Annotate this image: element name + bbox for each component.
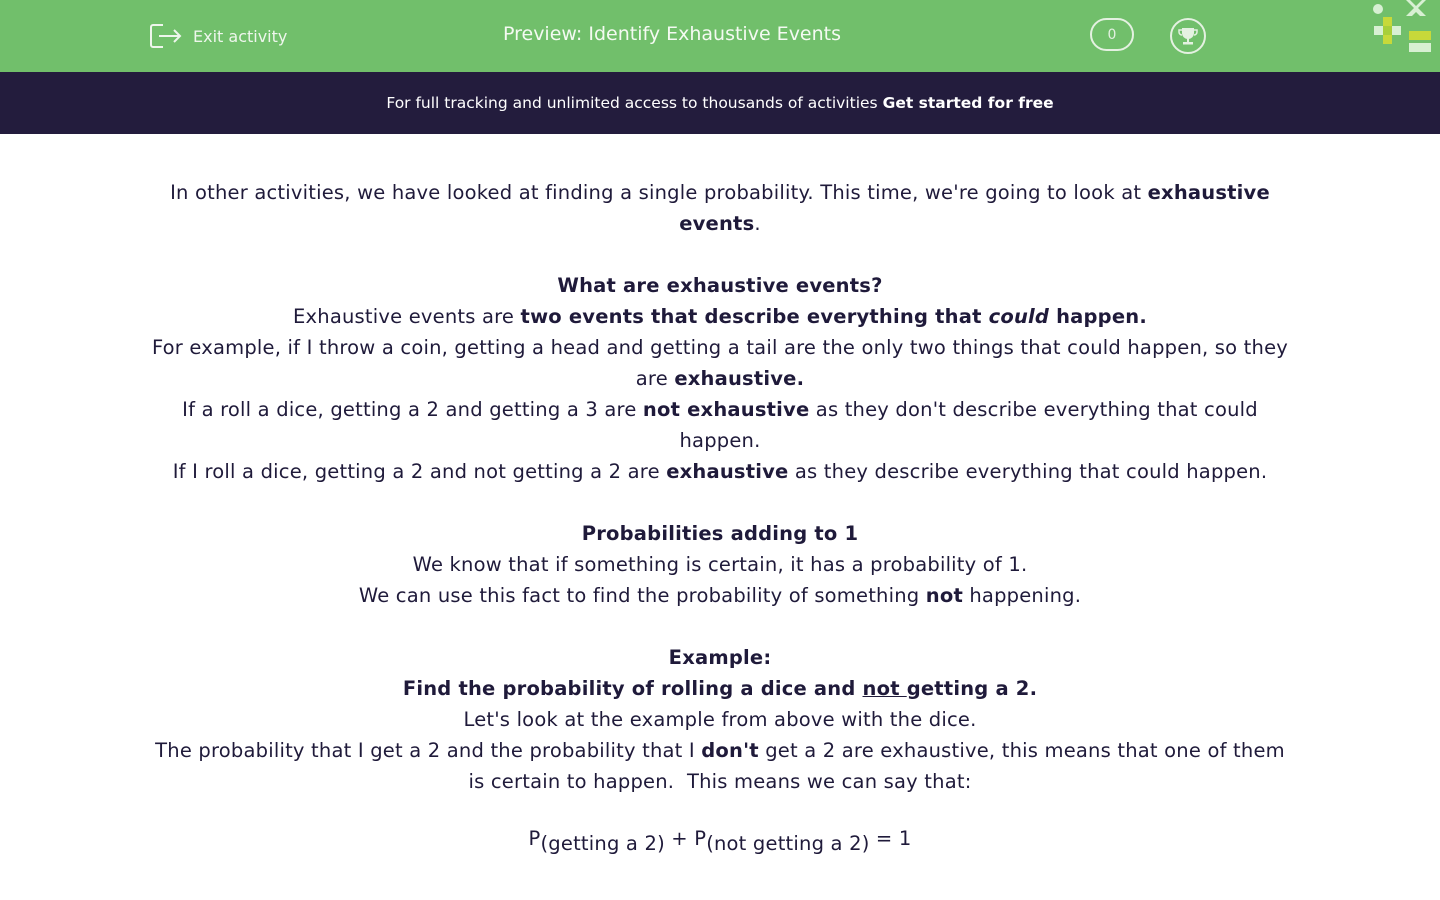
text: as they describe everything that could happen. bbox=[788, 460, 1268, 483]
formula-part: (getting a 2) bbox=[540, 832, 665, 855]
bold-text: Example: bbox=[668, 646, 772, 669]
bold-text: exhaustive events bbox=[679, 181, 1277, 235]
bold-text: exhaustive. bbox=[674, 367, 805, 390]
paragraph bbox=[150, 177, 1290, 239]
paragraph bbox=[150, 673, 1290, 704]
text: . bbox=[754, 212, 761, 235]
text: The probability that I get a 2 and the probability that I bbox=[155, 739, 702, 762]
paragraph bbox=[150, 456, 1290, 487]
text: Let's look at the example from above with the dice. bbox=[463, 708, 977, 731]
text: Exhaustive events are bbox=[293, 305, 521, 328]
text: If I roll a dice, getting a 2 and not getting a 2 are bbox=[172, 460, 667, 483]
bold-text: Find the probability of rolling a dice and bbox=[402, 677, 863, 700]
paragraph bbox=[150, 704, 1290, 735]
text: For example, if I throw a coin, getting a head and getting a tail are the only two things that could happen, so they are bbox=[151, 336, 1295, 390]
text: In other activities, we have looked at finding a single probability. This time, we're going to look at bbox=[170, 181, 1148, 204]
get-started-link[interactable]: Get started for free bbox=[882, 94, 1054, 112]
bold-text: getting a 2. bbox=[906, 677, 1038, 700]
formula-part: P bbox=[528, 827, 541, 850]
bold-text: not bbox=[862, 677, 907, 700]
paragraph bbox=[150, 518, 1290, 549]
bold-text: could bbox=[988, 305, 1050, 328]
page-title: Preview: Identify Exhaustive Events bbox=[502, 23, 842, 45]
text: as they don't describe everything that could happen. bbox=[679, 398, 1265, 452]
bold-text: What are exhaustive events? bbox=[557, 274, 883, 297]
paragraph bbox=[150, 332, 1295, 394]
spacer bbox=[150, 611, 1290, 642]
probability-formula bbox=[150, 828, 1290, 859]
promo-banner bbox=[0, 72, 1440, 134]
spacer bbox=[150, 487, 1290, 518]
bold-text: not exhaustive bbox=[642, 398, 810, 421]
text: get a 2 are exhaustive, this means that one of them is certain to happen. This means we can say that: bbox=[468, 739, 1292, 793]
trophy-icon bbox=[1177, 25, 1199, 47]
bold-text: don't bbox=[701, 739, 759, 762]
bold-text: Probabilities adding to 1 bbox=[581, 522, 859, 545]
text: We know that if something is certain, it has a probability of 1. bbox=[412, 553, 1028, 576]
promo-text: For full tracking and unlimited access to thousands of activities bbox=[386, 94, 878, 112]
paragraph bbox=[150, 580, 1290, 611]
score-badge: 0 bbox=[1090, 18, 1134, 51]
formula-part: + P bbox=[664, 827, 707, 850]
top-bar bbox=[0, 0, 1440, 72]
spacer bbox=[150, 797, 1290, 828]
trophy-button[interactable] bbox=[1170, 18, 1206, 54]
bold-text: exhaustive bbox=[666, 460, 789, 483]
spacer bbox=[150, 239, 1290, 270]
paragraph bbox=[150, 549, 1290, 580]
paragraph bbox=[150, 301, 1290, 332]
exit-label: Exit activity bbox=[193, 26, 288, 46]
paragraph bbox=[150, 642, 1290, 673]
bold-text: happen. bbox=[1049, 305, 1147, 328]
formula-part: = 1 bbox=[869, 827, 912, 850]
text: If a roll a dice, getting a 2 and getting a 3 are bbox=[182, 398, 643, 421]
bold-text: two events that describe everything that bbox=[520, 305, 989, 328]
text: happening. bbox=[962, 584, 1082, 607]
paragraph bbox=[150, 394, 1290, 456]
formula-part: (not getting a 2) bbox=[706, 832, 870, 855]
logo-icon bbox=[1366, 0, 1440, 56]
paragraph bbox=[150, 270, 1290, 301]
bold-text: not bbox=[925, 584, 963, 607]
text: We can use this fact to find the probability of something bbox=[358, 584, 926, 607]
lesson-content bbox=[150, 177, 1295, 859]
paragraph bbox=[150, 735, 1290, 797]
